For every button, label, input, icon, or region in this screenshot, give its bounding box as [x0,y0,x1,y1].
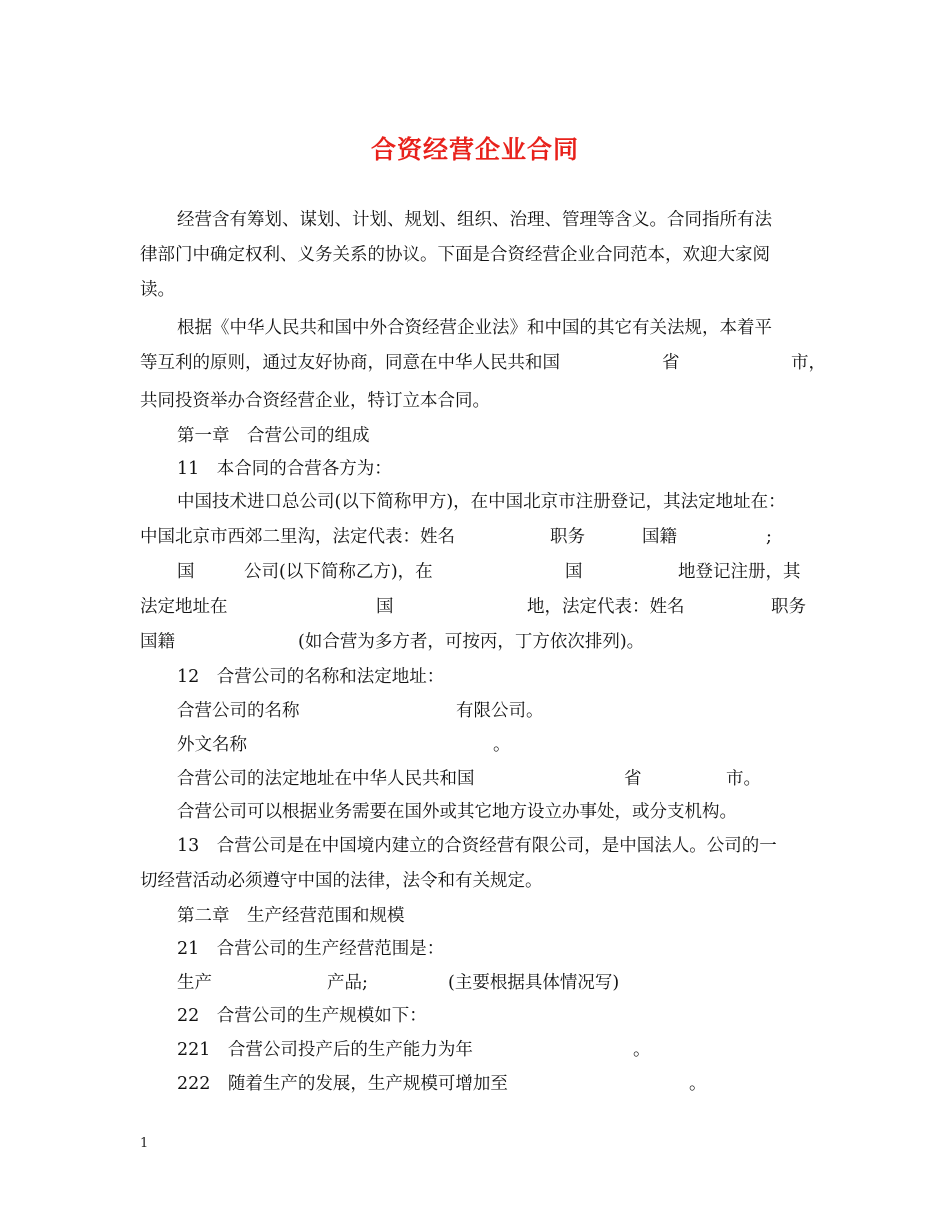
chapter-heading: 第一章 合营公司的组成 [177,426,370,446]
text-line: 根据《中华人民共和国中外合资经营企业法》和中国的其它有关法规，本着平 [177,318,772,338]
page-title: 合资经营企业合同 [370,135,579,164]
chapter-heading: 第二章 生产经营范围和规模 [177,906,405,926]
text-line-with-blanks: 外文名称 。 [177,735,511,755]
text-line: 切经营活动必须遵守中国的法律，法令和有关规定。 [140,871,543,891]
text-line: 合营公司可以根据业务需要在国外或其它地方设立办事处，或分支机构。 [177,802,737,822]
clause-heading: 21 合营公司的生产经营范围是： [177,939,445,959]
text-line: 律部门中确定权利、义务关系的协议。下面是合资经营企业合同范本，欢迎大家阅 [140,245,770,265]
text-line-with-blanks: 生产 产品; (主要根据具体情况写) [177,973,620,993]
text-line-with-blanks: 合营公司的名称 有限公司。 [177,701,544,721]
text-line: 中国技术进口总公司(以下简称甲方)，在中国北京市注册登记，其法定地址在： [177,492,786,512]
text-line: 经营含有筹划、谋划、计划、规划、组织、治理、管理等含义。合同指所有法 [177,210,772,230]
text-line: 读。 [140,280,175,300]
text-line-with-blanks: 合营公司的法定地址在中华人民共和国 省 市。 [177,769,761,789]
clause-heading: 22 合营公司的生产规模如下： [177,1006,427,1026]
clause-heading: 12 合营公司的名称和法定地址： [177,667,445,687]
text-line-with-blanks: 国 公司(以下简称乙方)，在 国 地登记注册，其 [177,562,801,582]
text-line-with-blanks: 法定地址在 国 地，法定代表：姓名 职务 [140,597,806,617]
text-line-with-blanks: 222 随着生产的发展，生产规模可增加至 。 [177,1074,707,1094]
page-number: 1 [140,1136,149,1151]
text-line-with-blanks: 国籍 (如合营为多方者，可按丙，丁方依次排列)。 [140,632,645,652]
text-line-with-blanks: 中国北京市西郊二里沟，法定代表：姓名 职务 国籍 ; [140,527,772,547]
text-line: 13 合营公司是在中国境内建立的合资经营有限公司，是中国法人。公司的一 [177,836,777,856]
clause-heading: 11 本合同的合营各方为： [177,459,392,479]
text-line-with-blanks: 221 合营公司投产后的生产能力为年 。 [177,1040,651,1060]
text-line-with-blanks: 等互利的原则，通过友好协商，同意在中华人民共和国 省 市， [140,353,826,373]
text-line: 共同投资举办合资经营企业，特订立本合同。 [140,391,490,411]
